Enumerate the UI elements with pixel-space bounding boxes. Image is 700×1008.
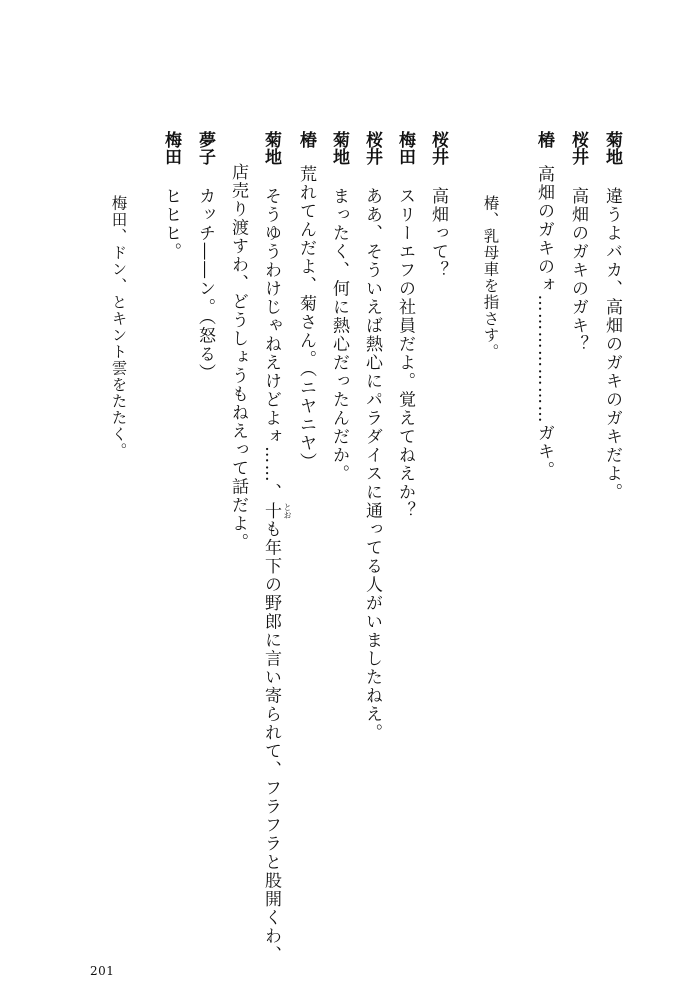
ruby-annotated-word: 十 とお [261,501,292,521]
dialogue-line [363,131,380,742]
dialogue-line [603,131,620,502]
speaker-name: 桜井 [428,131,448,165]
ruby-reading: とお [283,502,292,519]
dialogue-text: も年下の野郎に言い寄られて、フラフラと股開くわ、 [261,520,281,965]
speaker-name: 梅田 [395,131,415,165]
page-number: 201 [90,964,115,978]
speaker-name: 菊地 [329,131,349,165]
dialogue-line [429,131,446,280]
dialogue-text: 高畑のガキのガキ？ [568,187,588,354]
speaker-name: 菊地 [602,131,622,165]
speaker-name: 夢子 [195,131,215,165]
dialogue-line [330,131,347,483]
dialogue-text: 違うよバカ、高畑のガキのガキだよ。 [602,187,622,502]
dialogue-line [535,131,552,480]
dialogue-continuation: 店売り渡すわ、どうしょうもねえって話だよ。 [228,163,248,552]
stage-direction: 梅田、ドン、とキント雲をたたく。 [109,195,128,459]
dialogue-line [569,131,586,354]
dialogue-text: 高畑のガキのォ…………………ガキ。 [534,165,554,480]
dialogue-text: まったく、何に熱心だったんだか。 [329,187,349,484]
dialogue-line [297,131,314,471]
dialogue-text: ああ、そういえば熱心にパラダイスに通ってる人がいましたねえ。 [362,187,382,743]
speaker-name: 菊地 [261,131,281,165]
dialogue-text: カッチ――ン。（怒る） [195,187,215,383]
dialogue-line [196,131,213,382]
speaker-name: 桜井 [362,131,382,165]
dialogue-text: そうゆうわけじゃねえけどよォ……、 [261,187,281,502]
dialogue-text: 高畑って？ [428,187,448,280]
dialogue-text: ヒヒヒ。 [161,187,181,262]
dialogue-line [261,131,292,965]
dialogue-line [162,131,179,261]
speaker-name: 桜井 [568,131,588,165]
dialogue-line [396,131,413,520]
dialogue-text: 荒れてんだよ、菊さん。（ニヤニヤ） [296,165,316,471]
speaker-name: 椿 [534,131,554,165]
speaker-name: 椿 [296,131,316,165]
dialogue-text: スリーエフの社員だよ。覚えてねえか？ [395,187,415,521]
speaker-name: 梅田 [161,131,181,165]
stage-direction: 椿、乳母車を指さす。 [481,195,500,360]
